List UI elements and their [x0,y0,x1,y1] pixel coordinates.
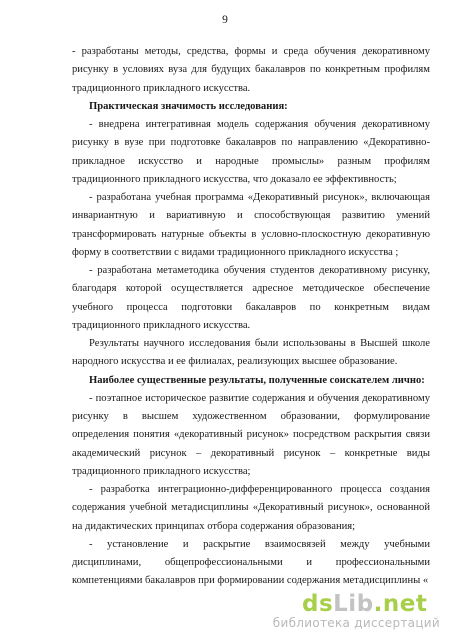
watermark-logo-ds: ds [302,591,334,617]
paragraph: - разработаны методы, средства, формы и среда обучения декоративному рисунку в условиях вуза для будущих бакалавров по конкретным профилям традиционного прикладного искусства. [72,46,430,94]
paragraph: Результаты научного исследования были использованы в Высшей школе народного искусства и ее филиалах, реализующих высшее образование. [72,338,430,368]
watermark-logo-net: .net [373,591,428,617]
paragraph: - установление и раскрытие взаимосвязей между учебными дисциплинами, общепрофессиональными и профессиональными компетенциями бакалавров при формировании содержания метадисциплины « [72,538,430,587]
paragraph: - поэтапное историческое развитие содержания и обучения декоративному рисунку в высшем художественном образовании, формулирование определения понятия «декоративный рисунок» посредством раскрытия связи академический рисунок – декоративный рисунок – конкретные виды традиционного прикладного искусства; [72,392,430,477]
watermark [272,591,440,631]
paragraph: - разработана учебная программа «Декоративный рисунок», включающая инвариантную и вариативную и способствующая развитию умений трансформировать натурные объекты в условно-плоскостную декоративную форму в соответствии с видами традиционного прикладного искусства ; [72,192,430,258]
watermark-subtitle: библиотека диссертаций [272,616,440,630]
paragraph: - разработка интеграционно-дифференцированного процесса создания содержания учебной метадисциплины «Декоративный рисунок», основанной на дидактических принципах отбора содержания образования; [72,484,430,532]
section-heading: Практическая значимость исследования: [89,100,288,112]
page-number: 9 [222,14,228,26]
section-heading: Наиболее существенные результаты, полученные соискателем лично: [89,374,425,386]
watermark-logo-lib: Lib [333,591,374,617]
document-body [72,43,430,591]
paragraph: - разработана метаметодика обучения студентов декоративному рисунку, благодаря которой осуществляется адресное методическое обеспечение учебного процесса подготовки бакалавров по конкретным видам традиционного прикладного искусства. [72,265,430,331]
watermark-logo [302,591,440,617]
paragraph: - внедрена интегративная модель содержания обучения декоративному рисунку в вузе при подготовке бакалавров по направлению «Декоративно-прикладное искусство и народные промыслы» разным профилям традиционного прикладного искусства, что доказало ее эффективность; [72,119,430,185]
